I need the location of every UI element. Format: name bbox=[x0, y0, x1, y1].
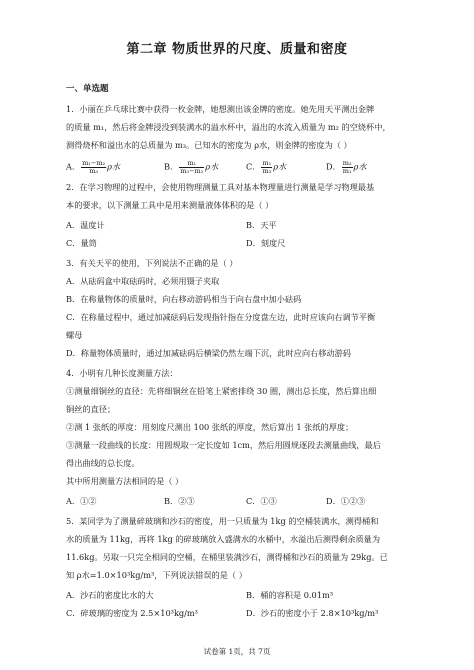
q4-option-b[interactable]: B．②③ bbox=[164, 496, 195, 506]
fraction: $\frac{\text{m₃}}{\text{m₁}}$ bbox=[342, 159, 352, 175]
page-footer: 试卷第 1页，共 7页 bbox=[203, 647, 271, 656]
q5-line-3: 11.6kg。另取一只完全相同的空桶，在桶里装满沙石，测得桶和沙石的质量为 29kg。已 bbox=[66, 552, 388, 562]
q4-option-a[interactable]: A．①② bbox=[66, 496, 97, 506]
q2-line-1: 2．在学习物理的过程中，会使用物理测量工具对基本物理量进行测量是学习物理最基 bbox=[66, 182, 375, 192]
q2-line-2: 本的要求，以下测量工具中是用来测量液体体积的是（ ） bbox=[66, 200, 274, 210]
q5-option-d[interactable]: D．沙石的密度小于 2.8×10³kg/m³ bbox=[246, 608, 379, 618]
q4-line-1: 4．小明有几种长度测量方法： bbox=[66, 368, 178, 378]
fraction: $\frac{\text{m₁−m₂}}{\text{m₃}}$ bbox=[82, 159, 106, 175]
q2-option-b[interactable]: B．天平 bbox=[246, 220, 277, 230]
q3-line-1: 3．有关天平的使用，下列说法不正确的是（ ） bbox=[66, 258, 238, 268]
q4-option-d[interactable]: D．①②③ bbox=[326, 496, 366, 506]
q4-method-1-cont: 铜丝的直径； bbox=[66, 404, 116, 414]
q4-method-3-cont: 得出曲线的总长度。 bbox=[66, 458, 140, 468]
q2-option-d[interactable]: D．刻度尺 bbox=[246, 238, 286, 248]
chapter-title: 第二章 物质世界的尺度、质量和密度 bbox=[126, 42, 348, 57]
q1-line-1: 1．小丽在乒乓球比赛中获得一枚金牌，她想测出该金牌的密度。她先用天平测出金牌 bbox=[66, 104, 375, 114]
q5-option-b[interactable]: B．桶的容积是 0.01m³ bbox=[246, 590, 334, 600]
q5-line-2: 水的质量为 11kg，再将 1kg 的碎玻璃放入盛满水的水桶中，水溢出后测得剩余质量为 bbox=[66, 534, 381, 544]
q1-option-c[interactable]: C． $\frac{\text{m₁}}{\text{m₃}}$ ρ水 bbox=[246, 159, 287, 175]
q5-line-1: 5．某同学为了测量碎玻璃和沙石的密度，用一只质量为 1kg 的空桶装满水，测得桶和 bbox=[66, 516, 379, 526]
q1-option-a[interactable]: A． $\frac{\text{m₁−m₂}}{\text{m₃}}$ ρ水 bbox=[66, 159, 121, 175]
q1-option-b[interactable]: B． $\frac{\text{m₁}}{\text{m₃−m₂}}$ ρ水 bbox=[164, 159, 219, 175]
q3-option-a[interactable]: A．从砝码盒中取砝码时，必须用镊子夹取 bbox=[66, 276, 220, 286]
q1-option-d[interactable]: D． $\frac{\text{m₃}}{\text{m₁}}$ ρ水 bbox=[326, 159, 367, 175]
q4-method-2: ②测 1 张纸的厚度：用刻度尺测出 100 张纸的厚度，然后算出 1 张纸的厚度； bbox=[66, 422, 354, 432]
q2-option-c[interactable]: C．量筒 bbox=[66, 238, 97, 248]
q5-option-c[interactable]: C．碎玻璃的密度为 2.5×10³kg/m³ bbox=[66, 608, 198, 618]
q5-line-4: 知 ρ水=1.0×10³kg/m³，下列说法错误的是（ ） bbox=[66, 570, 247, 580]
q3-option-c[interactable]: C．在称量过程中，通过加减砝码后发现指针指在分度盘左边，此时应该向右调节平衡 bbox=[66, 312, 376, 322]
q4-question: 其中所用测量方法相同的是（ ） bbox=[66, 476, 184, 486]
q5-option-a[interactable]: A．沙石的密度比水的大 bbox=[66, 590, 154, 600]
q4-method-1: ①测量细铜丝的直径：先将细铜丝在铅笔上紧密排绕 30 圈，测出总长度，然后算出细 bbox=[66, 386, 377, 396]
fraction: $\frac{\text{m₁}}{\text{m₃−m₂}}$ bbox=[180, 159, 204, 175]
q3-option-d[interactable]: D．称量物体质量时，通过加减砝码后横梁仍然左端下沉，此时应向右移动游码 bbox=[66, 348, 351, 358]
q4-method-3: ③测量一段曲线的长度：用圆规取一定长度如 1cm，然后用圆规逐段去测量曲线，最后 bbox=[66, 440, 381, 450]
q2-option-a[interactable]: A．温度计 bbox=[66, 220, 105, 230]
section-heading: 一、单选题 bbox=[66, 84, 109, 94]
q4-option-c[interactable]: C．①③ bbox=[246, 496, 277, 506]
q3-option-b[interactable]: B．在称量物体的质量时，向右移动游码相当于向右盘中加小砝码 bbox=[66, 294, 302, 304]
q1-line-2: 的质量 m₁，然后将金牌浸没到装满水的溢水杯中，溢出的水流入质量为 m₂ 的空烧杯中， bbox=[66, 122, 391, 132]
fraction: $\frac{\text{m₁}}{\text{m₃}}$ bbox=[262, 159, 272, 175]
q3-option-c-cont: 螺母 bbox=[66, 330, 83, 340]
q1-line-3: 测得烧杯和溢出水的总质量为 m₃。已知水的密度为 ρ水，则金牌的密度为（ ） bbox=[66, 140, 352, 150]
